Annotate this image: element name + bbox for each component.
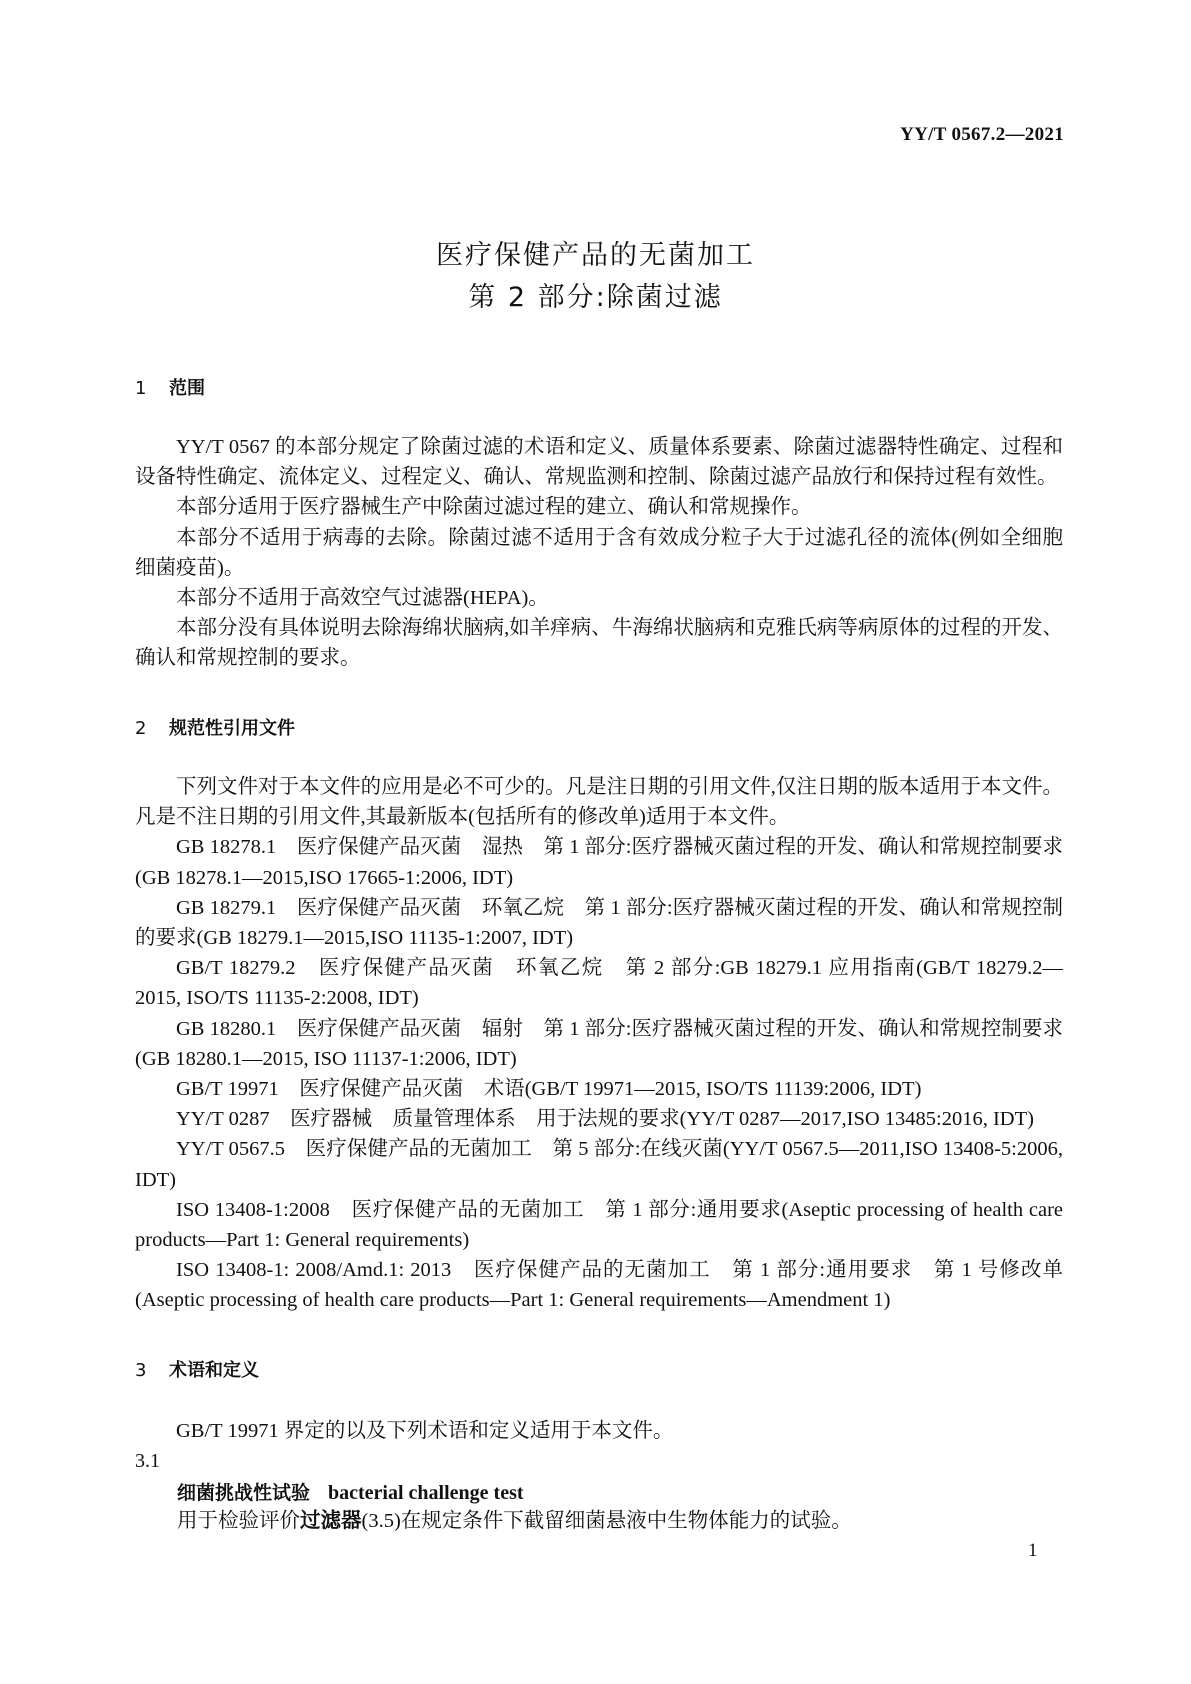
term-en: bacterial challenge test (328, 1482, 524, 1504)
term-heading (177, 1478, 524, 1505)
paragraph: 本部分没有具体说明去除海绵状脑病,如羊痒病、牛海绵状脑病和克雅氏病等病原体的过程的开发、确认和常规控制的要求。 (135, 617, 1063, 670)
reference-item: YY/T 0287 医疗器械 质量管理体系 用于法规的要求(YY/T 0287—2017,ISO 13485:2016, IDT) (176, 1108, 1034, 1131)
definition-text: (3.5)在规定条件下截留细菌悬液中生物体能力的试验。 (361, 1510, 852, 1532)
reference-item: ISO 13408-1: 2008/Amd.1: 2013 医疗保健产品的无菌加工 第 1 部分:通用要求 第 1 号修改单(Aseptic processing of health care products—Part 1: General requirements—Amendment 1) (135, 1259, 1063, 1312)
reference-item: GB 18280.1 医疗保健产品灭菌 辐射 第 1 部分:医疗器械灭菌过程的开发、确认和常规控制要求 (GB 18280.1—2015, ISO 11137-1:2006, IDT) (135, 1017, 1063, 1070)
section-title: 范围 (169, 378, 205, 399)
section-3-body (135, 1416, 1063, 1446)
section-heading-3 (135, 1356, 259, 1382)
paragraph: 本部分适用于医疗器械生产中除菌过滤过程的建立、确认和常规操作。 (176, 496, 812, 519)
reference-item: ISO 13408-1:2008 医疗保健产品的无菌加工 第 1 部分:通用要求(Aseptic processing of health care products—Part 1: General requirements) (135, 1198, 1063, 1252)
reference-item: GB 18279.1 医疗保健产品灭菌 环氧乙烷 第 1 部分:医疗器械灭菌过程的开发、确认和常规控制的要求(GB 18279.1—2015,ISO 11135-1:2007, IDT) (135, 896, 1063, 950)
term-cn: 细菌挑战性试验 (177, 1482, 311, 1504)
paragraph: 下列文件对于本文件的应用是必不可少的。凡是注日期的引用文件,仅注日期的版本适用于本文件。凡是不注日期的引用文件,其最新版本(包括所有的修改单)适用于本文件。 (135, 776, 1063, 829)
reference-item: GB 18278.1 医疗保健产品灭菌 湿热 第 1 部分:医疗器械灭菌过程的开发、确认和常规控制要求(GB 18278.1—2015,ISO 17665-1:2006, IDT) (135, 836, 1063, 889)
document-number: YY/T 0567.2—2021 (900, 124, 1064, 145)
section-number: 1 (135, 378, 147, 399)
section-1-body (135, 432, 1063, 674)
document-subtitle: 第 2 部分:除菌过滤 (468, 282, 723, 313)
paragraph: 本部分不适用于高效空气过滤器(HEPA)。 (176, 587, 549, 610)
paragraph: GB/T 19971 界定的以及下列术语和定义适用于本文件。 (176, 1420, 674, 1442)
paragraph: YY/T 0567 的本部分规定了除菌过滤的术语和定义、质量体系要素、除菌过滤器特性确定、过程和设备特性确定、流体定义、过程定义、确认、常规监测和控制、除菌过滤产品放行和保持过程有效性。 (135, 436, 1063, 489)
section-title: 术语和定义 (169, 1360, 259, 1381)
term-definition (177, 1506, 1063, 1536)
section-number: 3 (135, 1360, 147, 1381)
section-title: 规范性引用文件 (169, 718, 295, 739)
reference-item: GB/T 18279.2 医疗保健产品灭菌 环氧乙烷 第 2 部分:GB 18279.1 应用指南(GB/T 18279.2—2015, ISO/TS 11135-2:2008, IDT) (135, 957, 1063, 1010)
page-number: 1 (1028, 1540, 1038, 1561)
definition-text: 用于检验评价 (177, 1510, 300, 1532)
reference-item: YY/T 0567.5 医疗保健产品的无菌加工 第 5 部分:在线灭菌(YY/T 0567.5—2011,ISO 13408-5:2006, IDT) (135, 1138, 1063, 1191)
section-heading-2 (135, 714, 295, 740)
definition-ref-term: 过滤器 (300, 1510, 362, 1532)
section-2-body (135, 772, 1063, 1316)
paragraph: 本部分不适用于病毒的去除。除菌过滤不适用于含有效成分粒子大于过滤孔径的流体(例如全细胞细菌疫苗)。 (135, 526, 1063, 579)
section-heading-1 (135, 374, 205, 400)
reference-item: GB/T 19971 医疗保健产品灭菌 术语(GB/T 19971—2015, ISO/TS 11139:2006, IDT) (176, 1078, 922, 1101)
document-title: 医疗保健产品的无菌加工 (436, 240, 755, 271)
term-number: 3.1 (135, 1450, 160, 1472)
section-number: 2 (135, 718, 147, 739)
